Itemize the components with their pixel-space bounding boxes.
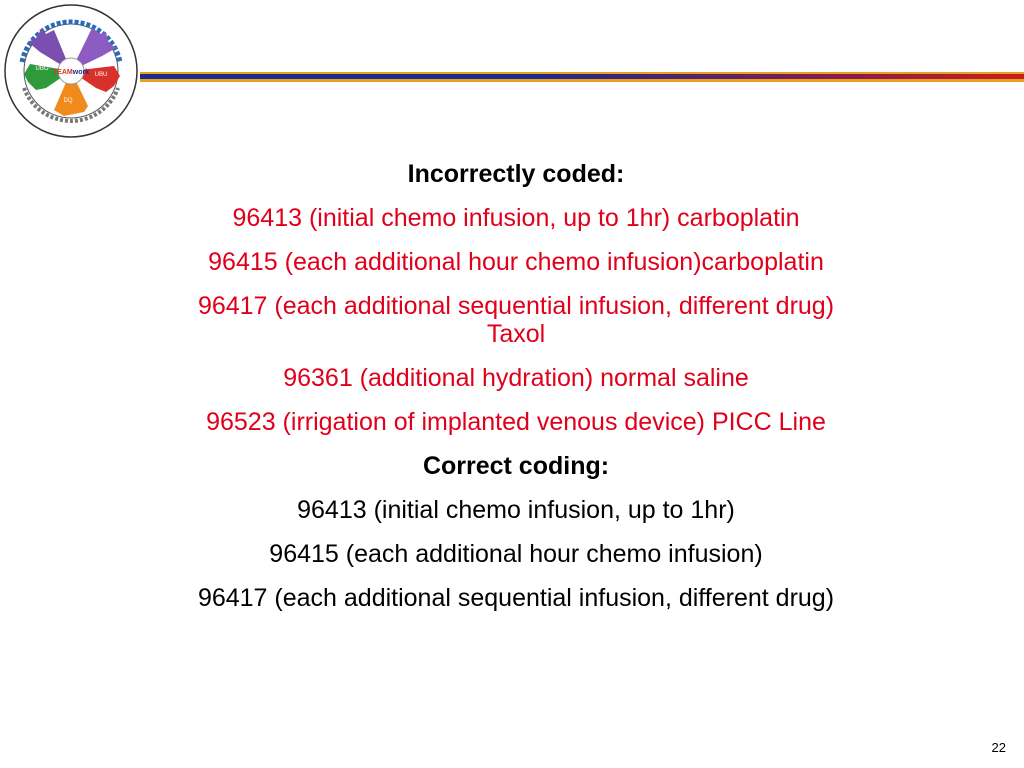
slide-body (60, 160, 972, 628)
correct-code-line: 96415 (each additional hour chemo infusion) (269, 540, 763, 568)
correct-heading: Correct coding: (422, 452, 610, 480)
svg-text:MEPRS: MEPRS (60, 38, 82, 44)
incorrect-code-line: 96413 (initial chemo infusion, up to 1hr) carboplatin (232, 204, 800, 232)
incorrect-code-line: 96361 (additional hydration) normal saline (283, 364, 749, 392)
svg-text:UBO: UBO (35, 66, 49, 72)
header-divider-bar (140, 72, 1024, 82)
svg-text:UBU: UBU (94, 72, 108, 78)
incorrect-heading: Incorrectly coded: (407, 160, 625, 188)
team-hands-logo-icon (2, 2, 140, 140)
incorrect-code-line-continuation: Taxol (486, 320, 546, 348)
svg-text:DQ: DQ (63, 98, 73, 104)
conference-logo (2, 2, 140, 140)
svg-text:TEAMwork: TEAMwork (52, 69, 90, 76)
correct-code-line: 96413 (initial chemo infusion, up to 1hr) (297, 496, 735, 524)
page-number: 22 (991, 740, 1006, 755)
incorrect-code-line: 96523 (irrigation of implanted venous device) PICC Line (206, 408, 826, 436)
incorrect-code-line: 96417 (each additional sequential infusion, different drug) (197, 292, 835, 320)
incorrect-code-line: 96415 (each additional hour chemo infusion)carboplatin (208, 248, 824, 276)
correct-code-line: 96417 (each additional sequential infusion, different drug) (197, 584, 835, 612)
